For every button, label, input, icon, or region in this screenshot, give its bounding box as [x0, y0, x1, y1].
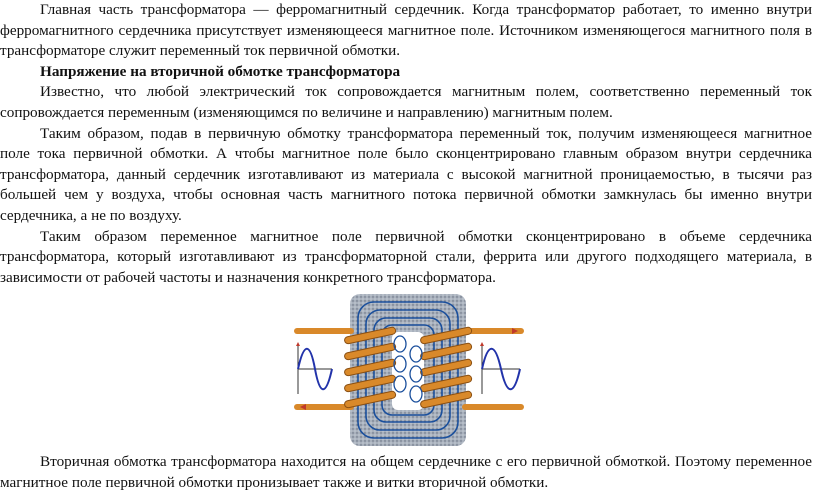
paragraph-secondary-winding: Вторичная обмотка трансформатора находится на общем сердечнике с его первичной обмоткой. Поэтому переменное магнитное поле первичной обмотки пронизывает также и витки вторичной обмотки. [0, 453, 812, 491]
section-heading: Напряжение на вторичной обмотке трансформатора [40, 62, 401, 80]
paragraph-core-material: Таким образом переменное магнитное поле первичной обмотки сконцентрировано в объеме сердечника трансформатора, который изготавливают из трансформаторной стали, феррита или другого подходящего материала, в зависимости от рабочей частоты и назначения конкретного трансформатора. [0, 227, 812, 286]
paragraph-current-field: Известно, что любой электрический ток сопровождается магнитным полем, соответственно переменный ток сопровождается переменным (изменяющимся по величине и направлению) магнитным полем. [0, 83, 812, 121]
transformer-illustration [292, 292, 526, 448]
output-waveform [480, 342, 520, 394]
input-waveform [296, 342, 332, 394]
transformer-diagram [292, 292, 526, 448]
paragraph-primary-winding: Таким образом, подав в первичную обмотку трансформатора переменный ток, получим изменяющееся магнитное поле тока первичной обмотки. А чтобы магнитное поле было сконцентрировано главным образом внутри сердечника трансформатора, данный сердечник изготавливают из материала с высокой магнитной проницаемостью, в тысячи раз большей чем у воздуха, чтобы основная часть магнитного потока первичной обмотки замкнулась бы именно внутри сердечника, а не по воздуху. [0, 124, 812, 224]
paragraph-core-intro: Главная часть трансформатора — ферромагнитный сердечник. Когда трансформатор работает, то именно внутри ферромагнитного сердечника присутствует изменяющееся магнитное поле. Источником изменяющегося магнитного поля в трансформаторе служит переменный ток первичной обмотки. [0, 1, 812, 60]
bottom-text [0, 452, 816, 493]
